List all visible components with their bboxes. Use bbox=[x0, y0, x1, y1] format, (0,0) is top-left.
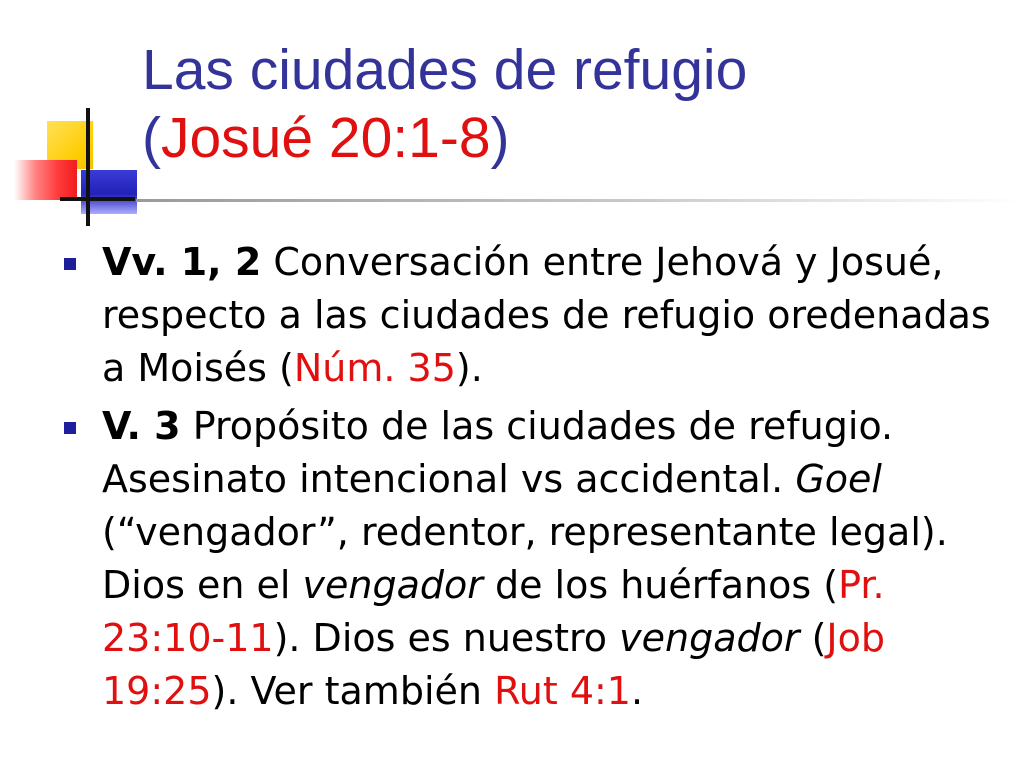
text-run: (“vengador”, redentor, representante legal). Dios en el bbox=[102, 510, 948, 607]
vertical-line bbox=[86, 108, 90, 226]
bullet-text bbox=[102, 240, 991, 390]
text-run: Conversación entre Jehová y Josué, respecto a las ciudades de refugio oredenadas a Moisés ( bbox=[102, 240, 991, 390]
scripture-reference: Pr. 23:10-11 bbox=[102, 563, 885, 660]
bullet-item-2 bbox=[58, 400, 998, 718]
decorative-squares-logo bbox=[0, 0, 160, 240]
bullet-text bbox=[102, 404, 948, 713]
bullet-lead: V. 3 bbox=[102, 404, 181, 448]
text-run: Propósito de las ciudades de refugio. Asesinato intencional vs accidental. bbox=[102, 404, 894, 501]
text-run: ). bbox=[455, 346, 483, 390]
bullet-square-icon bbox=[64, 258, 76, 270]
emphasis-term: Goel bbox=[795, 457, 882, 501]
bullet-list bbox=[58, 236, 998, 723]
bullet-lead: Vv. 1, 2 bbox=[102, 240, 262, 284]
emphasis-term: vengador bbox=[302, 563, 483, 607]
text-run: ). Dios es nuestro bbox=[273, 616, 620, 660]
text-run: de los huérfanos ( bbox=[482, 563, 839, 607]
title-underline bbox=[136, 199, 1024, 202]
title-line-2 bbox=[142, 104, 1002, 172]
bullet-item-1 bbox=[58, 236, 998, 395]
scripture-reference: Rut 4:1 bbox=[494, 669, 631, 713]
red-square bbox=[14, 160, 77, 200]
title-line-1: Las ciudades de refugio bbox=[142, 38, 748, 102]
emphasis-term: vengador bbox=[619, 616, 800, 660]
slide-title bbox=[142, 36, 1002, 172]
scripture-reference: Núm. 35 bbox=[293, 346, 456, 390]
text-run: . bbox=[630, 669, 644, 713]
title-open-paren: ( bbox=[142, 106, 161, 170]
text-run: ( bbox=[799, 616, 827, 660]
horizontal-line bbox=[60, 197, 135, 201]
title-reference: Josué 20:1-8 bbox=[160, 106, 491, 170]
scripture-reference: Job 19:25 bbox=[102, 616, 885, 713]
title-close-paren: ) bbox=[490, 106, 510, 170]
bullet-square-icon bbox=[64, 422, 76, 434]
text-run: ). Ver también bbox=[211, 669, 495, 713]
